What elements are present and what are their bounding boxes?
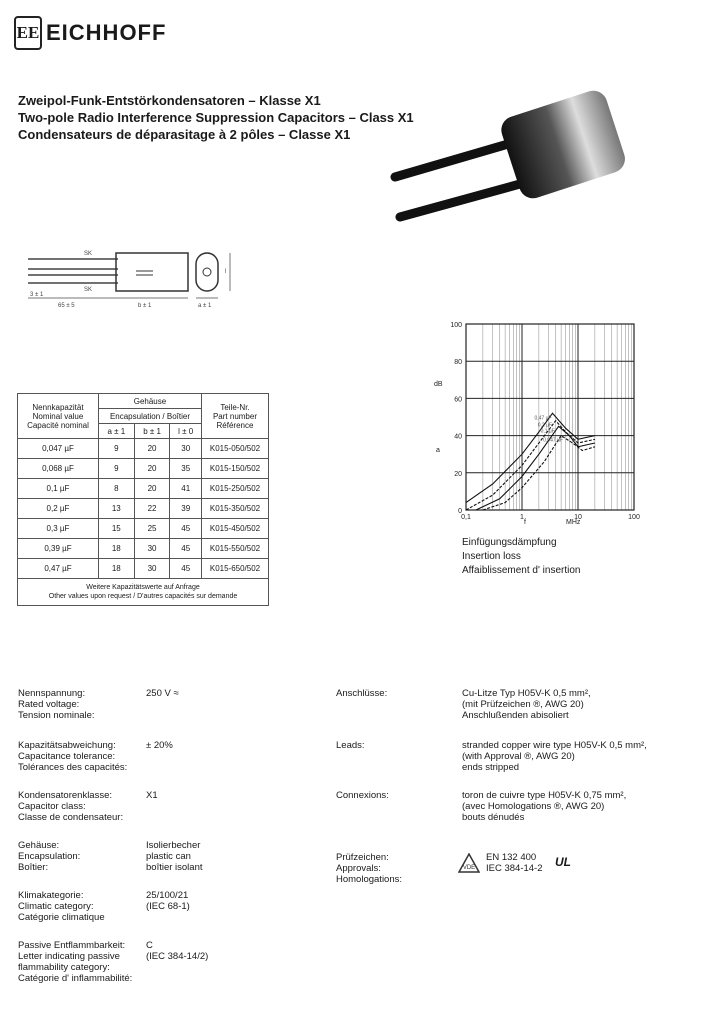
cell-a: 18 bbox=[98, 539, 134, 559]
svg-text:a ± 1: a ± 1 bbox=[198, 303, 212, 309]
cell-part: K015-450/502 bbox=[201, 519, 268, 539]
vde-mark-icon bbox=[458, 853, 480, 873]
spec-left-value-1: ± 20% bbox=[146, 740, 173, 751]
cell-b: 20 bbox=[134, 459, 170, 479]
cell-l: 45 bbox=[170, 539, 202, 559]
cell-a: 13 bbox=[98, 499, 134, 519]
cell-a: 18 bbox=[98, 559, 134, 579]
cell-b: 20 bbox=[134, 479, 170, 499]
chart-caption-fr: Affaiblissement d' insertion bbox=[462, 565, 581, 576]
cell-a: 15 bbox=[98, 519, 134, 539]
svg-text:SK: SK bbox=[84, 287, 93, 293]
chart-caption-en: Insertion loss bbox=[462, 551, 521, 562]
cell-b: 25 bbox=[134, 519, 170, 539]
y-tick-label: 100 bbox=[450, 322, 462, 329]
x-axis-unit: MHz bbox=[566, 519, 581, 526]
y-tick-label: 80 bbox=[454, 359, 462, 367]
cell-l: 30 bbox=[170, 439, 202, 459]
cell-l: 45 bbox=[170, 559, 202, 579]
table-row bbox=[18, 459, 269, 479]
svg-text:65 ± 5: 65 ± 5 bbox=[58, 303, 75, 309]
dimension-drawing bbox=[18, 245, 243, 310]
cell-cap: 0,068 µF bbox=[18, 459, 99, 479]
spec-right-label-2: Connexions: bbox=[336, 790, 389, 801]
header-nominal: Nennkapazität Nominal value Capacité nominal bbox=[18, 394, 99, 439]
series-label-2: 0,1 µF bbox=[540, 428, 555, 435]
title-german: Zweipol-Funk-Entstörkondensatoren – Klasse X1 bbox=[18, 93, 321, 108]
y-tick-label: 40 bbox=[454, 433, 462, 441]
y-tick-label: 60 bbox=[454, 396, 462, 404]
table-row bbox=[18, 559, 269, 579]
series-label-3: 0,047 µF bbox=[543, 437, 563, 444]
cell-b: 20 bbox=[134, 439, 170, 459]
cell-cap: 0,3 µF bbox=[18, 519, 99, 539]
chart-caption-de: Einfügungsdämpfung bbox=[462, 537, 557, 548]
table-footer: Weitere Kapazitätswerte auf Anfrage Other values upon request / D'autres capacités sur demande bbox=[18, 579, 269, 606]
ul-mark-icon: UL bbox=[555, 855, 571, 869]
cell-a: 9 bbox=[98, 459, 134, 479]
cell-b: 30 bbox=[134, 539, 170, 559]
spec-left-label-3: Gehäuse: Encapsulation: Boîtier: bbox=[18, 840, 81, 873]
y-axis-symbol: a bbox=[436, 447, 440, 454]
x-axis-label: f bbox=[524, 519, 526, 526]
cell-a: 8 bbox=[98, 479, 134, 499]
cell-part: K015-550/502 bbox=[201, 539, 268, 559]
brand-name: EICHHOFF bbox=[46, 20, 167, 45]
spec-left-value-4: 25/100/21 (IEC 68-1) bbox=[146, 890, 190, 912]
cell-a: 9 bbox=[98, 439, 134, 459]
cell-b: 30 bbox=[134, 559, 170, 579]
capacitor-spec-table: Nennkapazität Nominal value Capacité nominal Gehäuse Teile-Nr. Part number Référence Encapsulation / Boîtier a ± 1 b ± 1 l ± 0 0,047 µF 9 20 30 K015-050/502 0,068 µF 9 20 35 K015-150/502 0,1 µF 8 20 41 K015-250/502 0,2 µF 13 22 39 K015-350/502 0,3 µF 15 25 45 K015-450/502 0,39 µF 18 30 45 K015-550/502 0,47 µF 18 30 45 K015-650/502 Weitere Kapazitätswerte auf Anfrage Other values upon request / D'autres capacités sur demande bbox=[17, 393, 269, 606]
cell-l: 45 bbox=[170, 519, 202, 539]
cell-l: 39 bbox=[170, 499, 202, 519]
x-tick-label: 1 bbox=[520, 514, 524, 521]
svg-text:SK: SK bbox=[84, 251, 93, 257]
spec-right-value-0: Cu-Litze Typ H05V-K 0,5 mm², (mit Prüfzeichen ®, AWG 20) Anschlußenden abisoliert bbox=[462, 688, 591, 721]
y-axis-label: dB bbox=[434, 381, 443, 388]
cell-part: K015-650/502 bbox=[201, 559, 268, 579]
cell-cap: 0,2 µF bbox=[18, 499, 99, 519]
insertion-loss-chart bbox=[430, 316, 645, 531]
title-english: Two-pole Radio Interference Suppression Capacitors – Class X1 bbox=[18, 110, 414, 125]
cell-part: K015-350/502 bbox=[201, 499, 268, 519]
table-row bbox=[18, 539, 269, 559]
series-label-0: 0,47 µF bbox=[534, 415, 552, 422]
capacitor-photo bbox=[390, 72, 680, 242]
spec-left-value-2: X1 bbox=[146, 790, 158, 801]
svg-text:VDE: VDE bbox=[462, 865, 476, 871]
table-row bbox=[18, 499, 269, 519]
y-tick-label: 20 bbox=[454, 470, 462, 478]
svg-text:b ± 1: b ± 1 bbox=[138, 303, 152, 309]
spec-left-value-5: C (IEC 384-14/2) bbox=[146, 940, 209, 962]
cell-cap: 0,39 µF bbox=[18, 539, 99, 559]
cell-part: K015-150/502 bbox=[201, 459, 268, 479]
cell-l: 35 bbox=[170, 459, 202, 479]
x-tick-label: 100 bbox=[628, 514, 640, 521]
spec-right-label-3: Prüfzeichen: Approvals: Homologations: bbox=[336, 852, 403, 885]
cell-part: K015-250/502 bbox=[201, 479, 268, 499]
cell-b: 22 bbox=[134, 499, 170, 519]
lead-wire bbox=[395, 142, 515, 177]
title-french: Condensateurs de déparasitage à 2 pôles – Classe X1 bbox=[18, 127, 351, 142]
cell-l: 41 bbox=[170, 479, 202, 499]
spec-left-label-2: Kondensatorenklasse: Capacitor class: Classe de condensateur: bbox=[18, 790, 124, 823]
company-logo: EE bbox=[14, 16, 42, 50]
spec-right-label-0: Anschlüsse: bbox=[336, 688, 388, 699]
series-label-1: 0,2 µF bbox=[537, 422, 552, 429]
cell-cap: 0,47 µF bbox=[18, 559, 99, 579]
spec-left-label-4: Klimakategorie: Climatic category: Catégorie climatique bbox=[18, 890, 105, 923]
table-row bbox=[18, 519, 269, 539]
spec-right-value-2: toron de cuivre type H05V-K 0,75 mm², (avec Homologations ®, AWG 20) bouts dénudés bbox=[462, 790, 627, 823]
spec-left-label-1: Kapazitätsabweichung: Capacitance tolerance: Tolérances des capacités: bbox=[18, 740, 128, 773]
spec-right-value-3: EN 132 400 IEC 384-14-2 bbox=[486, 852, 543, 874]
spec-left-value-0: 250 V ≈ bbox=[146, 688, 179, 699]
table-row bbox=[18, 479, 269, 499]
cell-part: K015-050/502 bbox=[201, 439, 268, 459]
x-tick-label: 10 bbox=[574, 514, 582, 521]
spec-left-value-3: Isolierbecher plastic can boîtier isolant bbox=[146, 840, 203, 873]
spec-right-value-1: stranded copper wire type H05V-K 0,5 mm², (with Approval ®, AWG 20) ends stripped bbox=[462, 740, 647, 773]
spec-left-label-0: Nennspannung: Rated voltage: Tension nominale: bbox=[18, 688, 95, 721]
header-case: Gehäuse bbox=[98, 394, 201, 409]
spec-right-label-1: Leads: bbox=[336, 740, 365, 751]
svg-text:l: l bbox=[225, 269, 227, 275]
cell-cap: 0,047 µF bbox=[18, 439, 99, 459]
y-tick-label: 0 bbox=[458, 508, 462, 515]
cell-cap: 0,1 µF bbox=[18, 479, 99, 499]
table-row bbox=[18, 439, 269, 459]
spec-left-label-5: Passive Entflammbarkeit: Letter indicating passive flammability category: Catégorie d' inflammabilité: bbox=[18, 940, 133, 984]
x-tick-label: 0,1 bbox=[461, 514, 471, 521]
header-part: Teile-Nr. Part number Référence bbox=[201, 394, 268, 439]
svg-text:3 ± 1: 3 ± 1 bbox=[30, 292, 44, 298]
lead-wire bbox=[400, 184, 520, 217]
